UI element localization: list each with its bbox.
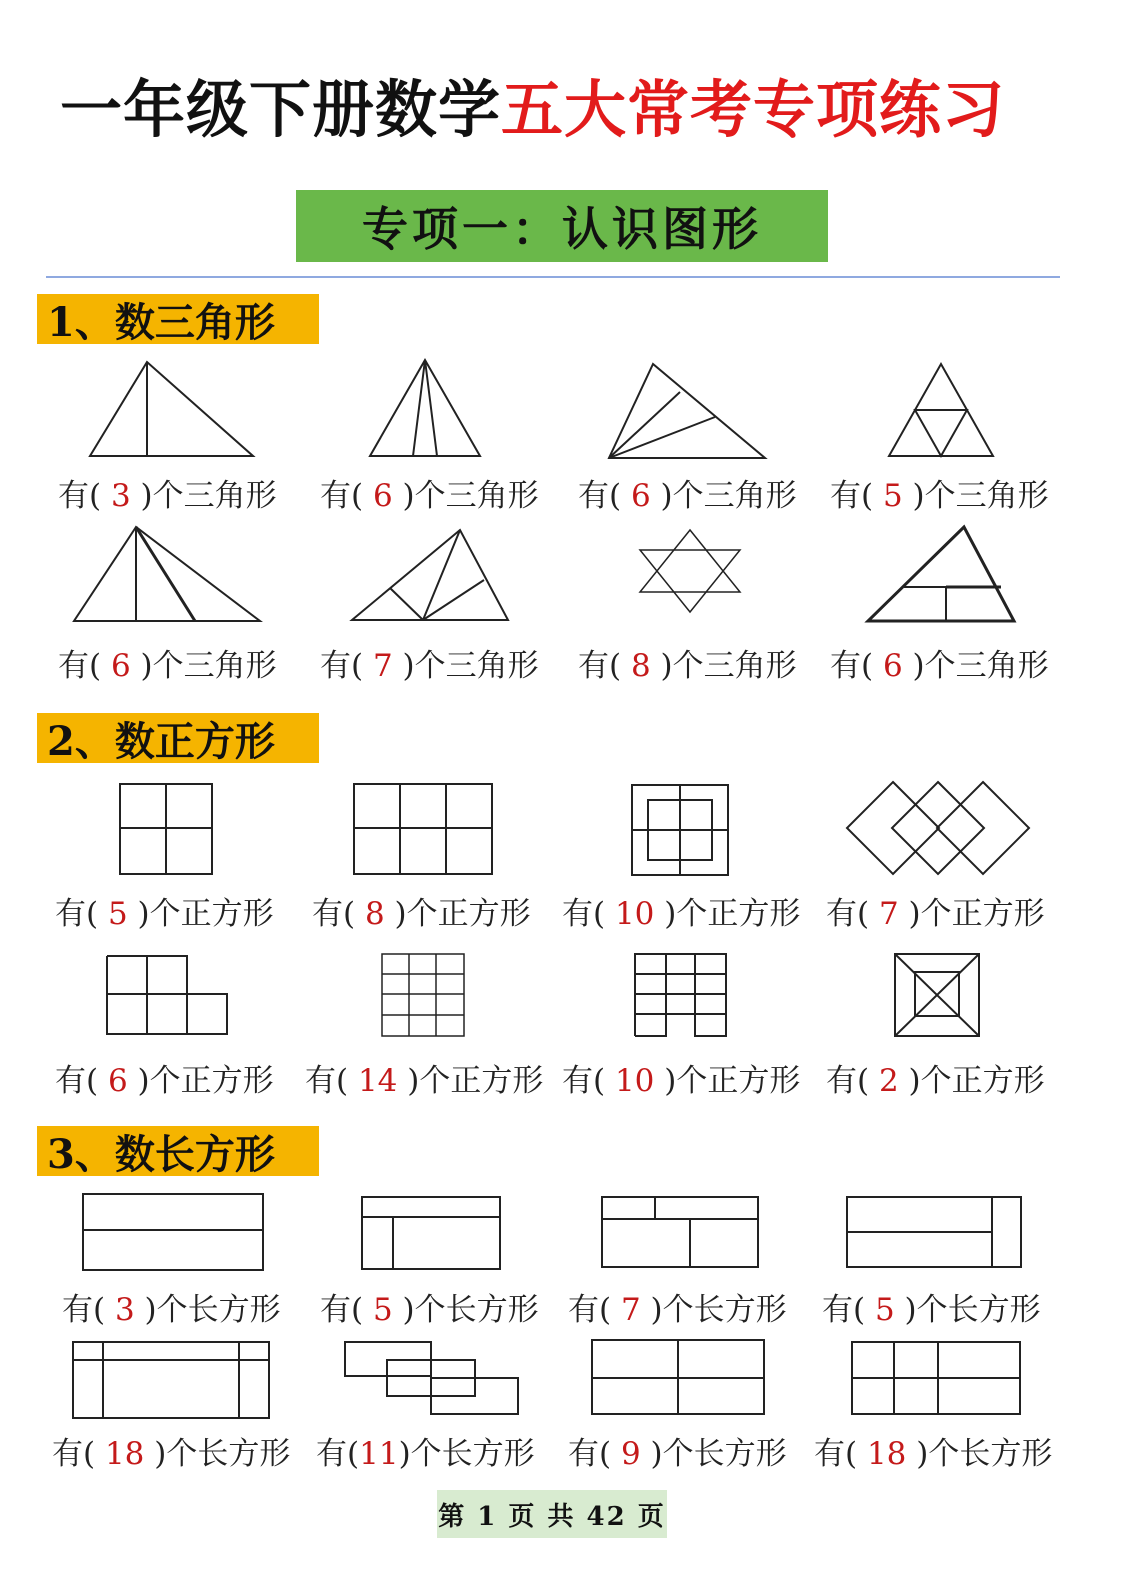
triangle-figure-4 bbox=[885, 362, 997, 460]
answer-caption bbox=[58, 470, 277, 515]
caption-prefix: 有( bbox=[320, 478, 364, 514]
caption-prefix: 有( bbox=[826, 1063, 870, 1099]
caption-suffix: )个长方形 bbox=[904, 1292, 1041, 1328]
answer-value: 8 bbox=[355, 896, 395, 932]
rectangle-figure-3 bbox=[600, 1195, 760, 1269]
caption-suffix: )个三角形 bbox=[660, 648, 797, 684]
answer-caption bbox=[58, 640, 277, 685]
answer-value: 14 bbox=[348, 1063, 408, 1099]
triangle-figure-5 bbox=[70, 525, 265, 625]
answer-value: 2 bbox=[869, 1063, 909, 1099]
caption-suffix: )个三角形 bbox=[660, 478, 797, 514]
triangle-figure-1 bbox=[85, 360, 260, 460]
divider-line bbox=[46, 276, 1060, 278]
answer-caption bbox=[830, 640, 1049, 685]
caption-prefix: 有( bbox=[826, 896, 870, 932]
answer-value: 18 bbox=[95, 1436, 155, 1472]
answer-caption bbox=[822, 1284, 1041, 1329]
answer-value: 6 bbox=[98, 1063, 138, 1099]
answer-caption bbox=[578, 640, 797, 685]
caption-prefix: 有( bbox=[830, 478, 874, 514]
answer-caption bbox=[568, 1428, 787, 1473]
caption-prefix: 有( bbox=[55, 1063, 99, 1099]
answer-caption bbox=[562, 1055, 800, 1100]
caption-prefix: 有( bbox=[568, 1436, 612, 1472]
caption-suffix: )个正方形 bbox=[908, 896, 1045, 932]
rectangle-figure-2 bbox=[360, 1195, 502, 1271]
square-figure-4 bbox=[845, 780, 1031, 876]
answer-value: 9 bbox=[611, 1436, 651, 1472]
caption-suffix: )个三角形 bbox=[912, 478, 1049, 514]
square-figure-2 bbox=[352, 782, 494, 876]
caption-prefix: 有( bbox=[568, 1292, 612, 1328]
caption-prefix: 有( bbox=[316, 1436, 360, 1472]
answer-caption bbox=[320, 1284, 539, 1329]
caption-prefix: 有( bbox=[822, 1292, 866, 1328]
square-figure-6 bbox=[380, 952, 466, 1038]
caption-suffix: )个长方形 bbox=[402, 1292, 539, 1328]
answer-value: 5 bbox=[363, 1292, 403, 1328]
answer-caption bbox=[830, 470, 1049, 515]
answer-caption bbox=[320, 640, 539, 685]
caption-suffix: )个长方形 bbox=[650, 1292, 787, 1328]
caption-prefix: 有( bbox=[562, 896, 606, 932]
caption-prefix: 有( bbox=[58, 648, 102, 684]
answer-value: 11 bbox=[359, 1436, 399, 1472]
square-figure-5 bbox=[105, 954, 229, 1036]
answer-value: 3 bbox=[105, 1292, 145, 1328]
page-footer: 第 1 页 共 42 页 bbox=[437, 1490, 667, 1538]
caption-prefix: 有( bbox=[830, 648, 874, 684]
caption-prefix: 有( bbox=[58, 478, 102, 514]
section-heading-rectangles: 3、数长方形 bbox=[37, 1126, 319, 1176]
answer-caption bbox=[305, 1055, 543, 1100]
caption-suffix: )个三角形 bbox=[912, 648, 1049, 684]
triangle-figure-8 bbox=[864, 525, 1019, 625]
answer-value: 10 bbox=[605, 1063, 665, 1099]
caption-suffix: )个正方形 bbox=[394, 896, 531, 932]
caption-suffix: )个三角形 bbox=[140, 648, 277, 684]
answer-value: 10 bbox=[605, 896, 665, 932]
triangle-figure-2 bbox=[365, 358, 485, 458]
answer-caption bbox=[814, 1428, 1052, 1473]
answer-value: 6 bbox=[621, 478, 661, 514]
caption-prefix: 有( bbox=[578, 478, 622, 514]
answer-value: 6 bbox=[873, 648, 913, 684]
caption-suffix: )个三角形 bbox=[402, 648, 539, 684]
title-part-red: 五大常考专项练习 bbox=[501, 73, 1006, 146]
caption-prefix: 有( bbox=[814, 1436, 858, 1472]
answer-value: 3 bbox=[101, 478, 141, 514]
caption-prefix: 有( bbox=[320, 1292, 364, 1328]
answer-caption bbox=[826, 888, 1045, 933]
rectangle-figure-4 bbox=[845, 1195, 1023, 1269]
caption-prefix: 有( bbox=[52, 1436, 96, 1472]
answer-caption bbox=[62, 1284, 281, 1329]
caption-suffix: )个长方形 bbox=[144, 1292, 281, 1328]
caption-suffix: )个正方形 bbox=[908, 1063, 1045, 1099]
caption-suffix: )个正方形 bbox=[137, 1063, 274, 1099]
caption-suffix: )个长方形 bbox=[916, 1436, 1053, 1472]
answer-value: 7 bbox=[611, 1292, 651, 1328]
caption-suffix: )个正方形 bbox=[664, 896, 801, 932]
caption-prefix: 有( bbox=[62, 1292, 106, 1328]
caption-suffix: )个长方形 bbox=[154, 1436, 291, 1472]
answer-caption bbox=[562, 888, 800, 933]
answer-value: 7 bbox=[363, 648, 403, 684]
rectangle-figure-8 bbox=[850, 1340, 1022, 1416]
rectangle-figure-1 bbox=[81, 1192, 265, 1272]
answer-caption bbox=[826, 1055, 1045, 1100]
square-figure-1 bbox=[118, 782, 214, 876]
section-heading-squares: 2、数正方形 bbox=[37, 713, 319, 763]
section-heading-triangles: 1、数三角形 bbox=[37, 294, 319, 344]
caption-prefix: 有( bbox=[55, 896, 99, 932]
rectangle-figure-7 bbox=[590, 1338, 766, 1416]
rectangle-figure-6 bbox=[343, 1340, 520, 1416]
caption-suffix: )个正方形 bbox=[664, 1063, 801, 1099]
answer-value: 6 bbox=[363, 478, 403, 514]
caption-suffix: )个三角形 bbox=[402, 478, 539, 514]
square-figure-7 bbox=[633, 952, 728, 1038]
square-figure-8 bbox=[893, 952, 981, 1038]
answer-caption bbox=[55, 888, 274, 933]
answer-caption bbox=[316, 1428, 535, 1473]
caption-prefix: 有( bbox=[578, 648, 622, 684]
caption-suffix: )个长方形 bbox=[650, 1436, 787, 1472]
caption-prefix: 有( bbox=[312, 896, 356, 932]
answer-caption bbox=[55, 1055, 274, 1100]
caption-suffix: )个三角形 bbox=[140, 478, 277, 514]
answer-caption bbox=[578, 470, 797, 515]
square-figure-3 bbox=[630, 783, 730, 877]
answer-caption bbox=[568, 1284, 787, 1329]
answer-caption bbox=[52, 1428, 290, 1473]
triangle-figure-3 bbox=[605, 362, 770, 462]
caption-prefix: 有( bbox=[562, 1063, 606, 1099]
answer-value: 5 bbox=[873, 478, 913, 514]
answer-caption bbox=[312, 888, 531, 933]
answer-value: 5 bbox=[98, 896, 138, 932]
caption-suffix: )个长方形 bbox=[398, 1436, 535, 1472]
page-title bbox=[60, 60, 1005, 150]
answer-value: 6 bbox=[101, 648, 141, 684]
answer-caption bbox=[320, 470, 539, 515]
answer-value: 8 bbox=[621, 648, 661, 684]
title-part-black: 一年级下册数学 bbox=[60, 73, 502, 146]
rectangle-figure-5 bbox=[71, 1340, 271, 1420]
caption-prefix: 有( bbox=[305, 1063, 349, 1099]
triangle-figure-6 bbox=[348, 528, 513, 624]
star-figure bbox=[635, 528, 745, 614]
answer-value: 7 bbox=[869, 896, 909, 932]
answer-value: 5 bbox=[865, 1292, 905, 1328]
caption-prefix: 有( bbox=[320, 648, 364, 684]
answer-value: 18 bbox=[857, 1436, 917, 1472]
caption-suffix: )个正方形 bbox=[407, 1063, 544, 1099]
caption-suffix: )个正方形 bbox=[137, 896, 274, 932]
topic-banner: 专项一：认识图形 bbox=[296, 190, 828, 262]
